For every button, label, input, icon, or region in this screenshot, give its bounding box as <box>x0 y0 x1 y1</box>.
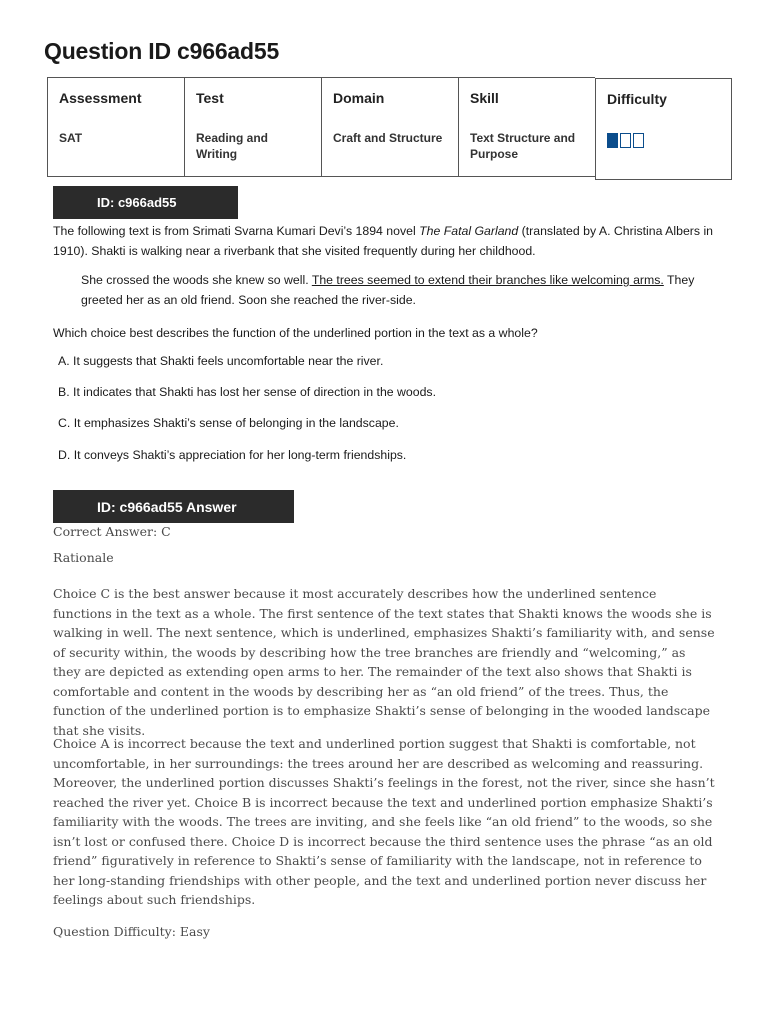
passage-quote <box>81 270 721 310</box>
skill-column <box>458 77 595 177</box>
difficulty-box-empty <box>620 133 631 148</box>
quote-text-after: They greeted her as an old friend. Soon she reached the river-side. <box>81 273 695 307</box>
assessment-header: Assessment <box>59 90 142 106</box>
question-difficulty: Question Difficulty: Easy <box>53 924 210 939</box>
rationale-paragraph-1: Choice C is the best answer because it most accurately describes how the underlined sentence functions in the text as a whole. The first sentence of the text states that Shakti knows the woods she is walking in well. The next sentence, which is underlined, emphasizes Shakti’s familiarity with, and sense of security within, the woods by describing how the tree branches are friendly and “welcoming,” as they are depicted as extending open arms to her. The remainder of the text also shows that Shakti is comfortable and content in the woods by describing her as “an old friend” of the trees. Thus, the function of the underlined portion is to emphasize Shakti’s sense of belonging in the wooded landscape that she visits. <box>53 586 715 738</box>
question-metadata-table <box>47 77 732 180</box>
rationale-paragraph-2: Choice A is incorrect because the text and underlined portion suggest that Shakti is comfortable, not uncomfortable, in her surroundings: the trees around her are described as welcoming and reassuring. Moreover, the underlined portion discusses Shakti’s feelings in the forest, not the river, since she hasn’t reached the river yet. Choice B is incorrect because the text and underlined portion emphasize Shakti’s familiarity with the woods. The trees are inviting, and she feels like “an old friend” to the woods, so she isn’t lost or confused there. Choice D is incorrect because the third sentence uses the phrase “as an old friend” figuratively in reference to Shakti’s sense of familiarity with the landscape, not in reference to her long-standing friendships with other people, and the text and underlined portion never discuss her feelings about such friendships. <box>53 736 715 907</box>
difficulty-column <box>595 78 732 180</box>
intro-text-before: The following text is from Srimati Svarna Kumari Devi’s 1894 novel <box>53 224 420 238</box>
question-id-banner: ID: c966ad55 <box>53 186 238 219</box>
assessment-column <box>47 77 184 177</box>
correct-answer: Correct Answer: C <box>53 524 171 539</box>
test-column <box>184 77 321 177</box>
test-header: Test <box>196 90 224 106</box>
answer-id-banner: ID: c966ad55 Answer <box>53 490 294 523</box>
choice-d: D. It conveys Shakti’s appreciation for her long-term friendships. <box>58 448 407 462</box>
difficulty-header: Difficulty <box>607 91 667 107</box>
rationale-label: Rationale <box>53 550 114 565</box>
assessment-value: SAT <box>59 131 83 145</box>
underlined-portion: The trees seemed to extend their branches like welcoming arms. <box>311 273 664 287</box>
domain-value: Craft and Structure <box>333 131 443 145</box>
question-stem: Which choice best describes the function of the underlined portion in the text as a whole? <box>53 326 538 340</box>
page-title: Question ID c966ad55 <box>44 38 280 64</box>
difficulty-box-filled <box>607 133 618 148</box>
skill-value: Text Structure and Purpose <box>470 131 576 161</box>
domain-column <box>321 77 458 177</box>
passage-intro <box>53 221 713 261</box>
choice-b: B. It indicates that Shakti has lost her sense of direction in the woods. <box>58 385 436 399</box>
choice-a: A. It suggests that Shakti feels uncomfortable near the river. <box>58 354 384 368</box>
test-value: Reading and Writing <box>196 131 269 161</box>
difficulty-indicator <box>607 133 720 148</box>
difficulty-box-empty <box>633 133 644 148</box>
novel-title: The Fatal Garland <box>419 224 519 238</box>
intro-text-after: (translated by A. Christina Albers in 1910). Shakti is walking near a riverbank that she visited frequently during her childhood. <box>53 224 714 258</box>
skill-header: Skill <box>470 90 499 106</box>
choice-c: C. It emphasizes Shakti’s sense of belonging in the landscape. <box>58 416 399 430</box>
quote-text-before: She crossed the woods she knew so well. <box>81 273 312 287</box>
domain-header: Domain <box>333 90 385 106</box>
